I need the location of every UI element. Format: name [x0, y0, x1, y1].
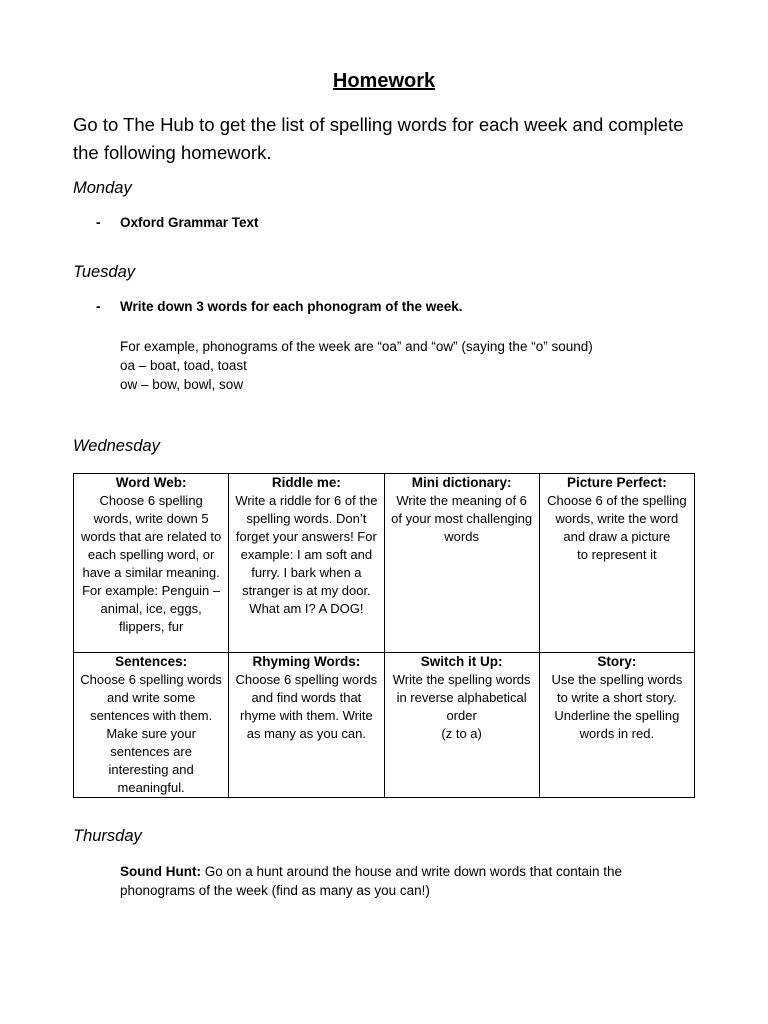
activity-body: Write the spelling words in reverse alphabetical order (z to a) — [392, 672, 531, 741]
bullet-dash: - — [96, 215, 101, 230]
activity-body: Choose 6 spelling words and write some sentences with them. Make sure your sentences are interesting and meaningful. — [80, 672, 222, 795]
activity-cell — [539, 474, 694, 653]
activity-cell — [384, 653, 539, 798]
activity-cell — [539, 653, 694, 798]
activity-body: Use the spelling words to write a short story. Underline the spelling words in red. — [551, 672, 683, 741]
phonogram-example — [120, 337, 593, 394]
activity-body: Choose 6 spelling words and find words that rhyme with them. Write as many as you can. — [235, 672, 378, 741]
activity-grid — [73, 473, 695, 798]
monday-bullet — [96, 215, 259, 230]
sound-hunt-paragraph — [120, 862, 680, 900]
sound-hunt-text: Go on a hunt around the house and write down words that contain the phonograms of the week (find as many as you can!) — [120, 864, 623, 898]
activity-title: Picture Perfect: — [566, 475, 667, 490]
activity-title: Rhyming Words: — [252, 654, 361, 669]
thursday-heading: Thursday — [73, 827, 142, 845]
activity-title: Story: — [597, 654, 637, 669]
example-line: oa – boat, toad, toast — [120, 358, 247, 373]
monday-heading: Monday — [73, 179, 132, 197]
activity-cell — [229, 653, 384, 798]
activity-body: Write a riddle for 6 of the spelling words. Don’t forget your answers! For example: I am soft and furry. I bark when a stranger is at my door. What am I? A DOG! — [235, 493, 378, 616]
activity-cell — [74, 474, 229, 653]
grid-row — [74, 653, 695, 798]
activity-body: Write the meaning of 6 of your most challenging words — [391, 493, 533, 544]
activity-title: Switch it Up: — [420, 654, 503, 669]
activity-title: Sentences: — [115, 654, 188, 669]
tuesday-heading: Tuesday — [73, 263, 136, 281]
intro-paragraph: Go to The Hub to get the list of spelling words for each week and complete the following homework. — [73, 114, 684, 163]
example-line: ow – bow, bowl, sow — [120, 377, 244, 392]
activity-title: Word Web: — [115, 475, 187, 490]
activity-cell — [229, 474, 384, 653]
activity-body: Choose 6 spelling words, write down 5 words that are related to each spelling word, or have a similar meaning. For example: Penguin – animal, ice, eggs, flippers, fur — [81, 493, 222, 634]
bullet-dash: - — [96, 299, 101, 314]
tuesday-bullet-text: Write down 3 words for each phonogram of the week. — [120, 299, 463, 314]
activity-cell — [384, 474, 539, 653]
activity-cell — [74, 653, 229, 798]
monday-bullet-text: Oxford Grammar Text — [120, 215, 259, 230]
activity-title: Riddle me: — [271, 475, 341, 490]
sound-hunt-label: Sound Hunt: — [120, 864, 201, 879]
tuesday-bullet — [96, 299, 463, 314]
activity-title: Mini dictionary: — [411, 475, 512, 490]
grid-row — [74, 474, 695, 653]
page-title: Homework — [332, 70, 436, 92]
wednesday-heading: Wednesday — [73, 437, 160, 455]
activity-body: Choose 6 of the spelling words, write the word and draw a picture to represent it — [547, 493, 687, 562]
example-line: For example, phonograms of the week are “oa” and “ow” (saying the “o” sound) — [120, 339, 593, 354]
